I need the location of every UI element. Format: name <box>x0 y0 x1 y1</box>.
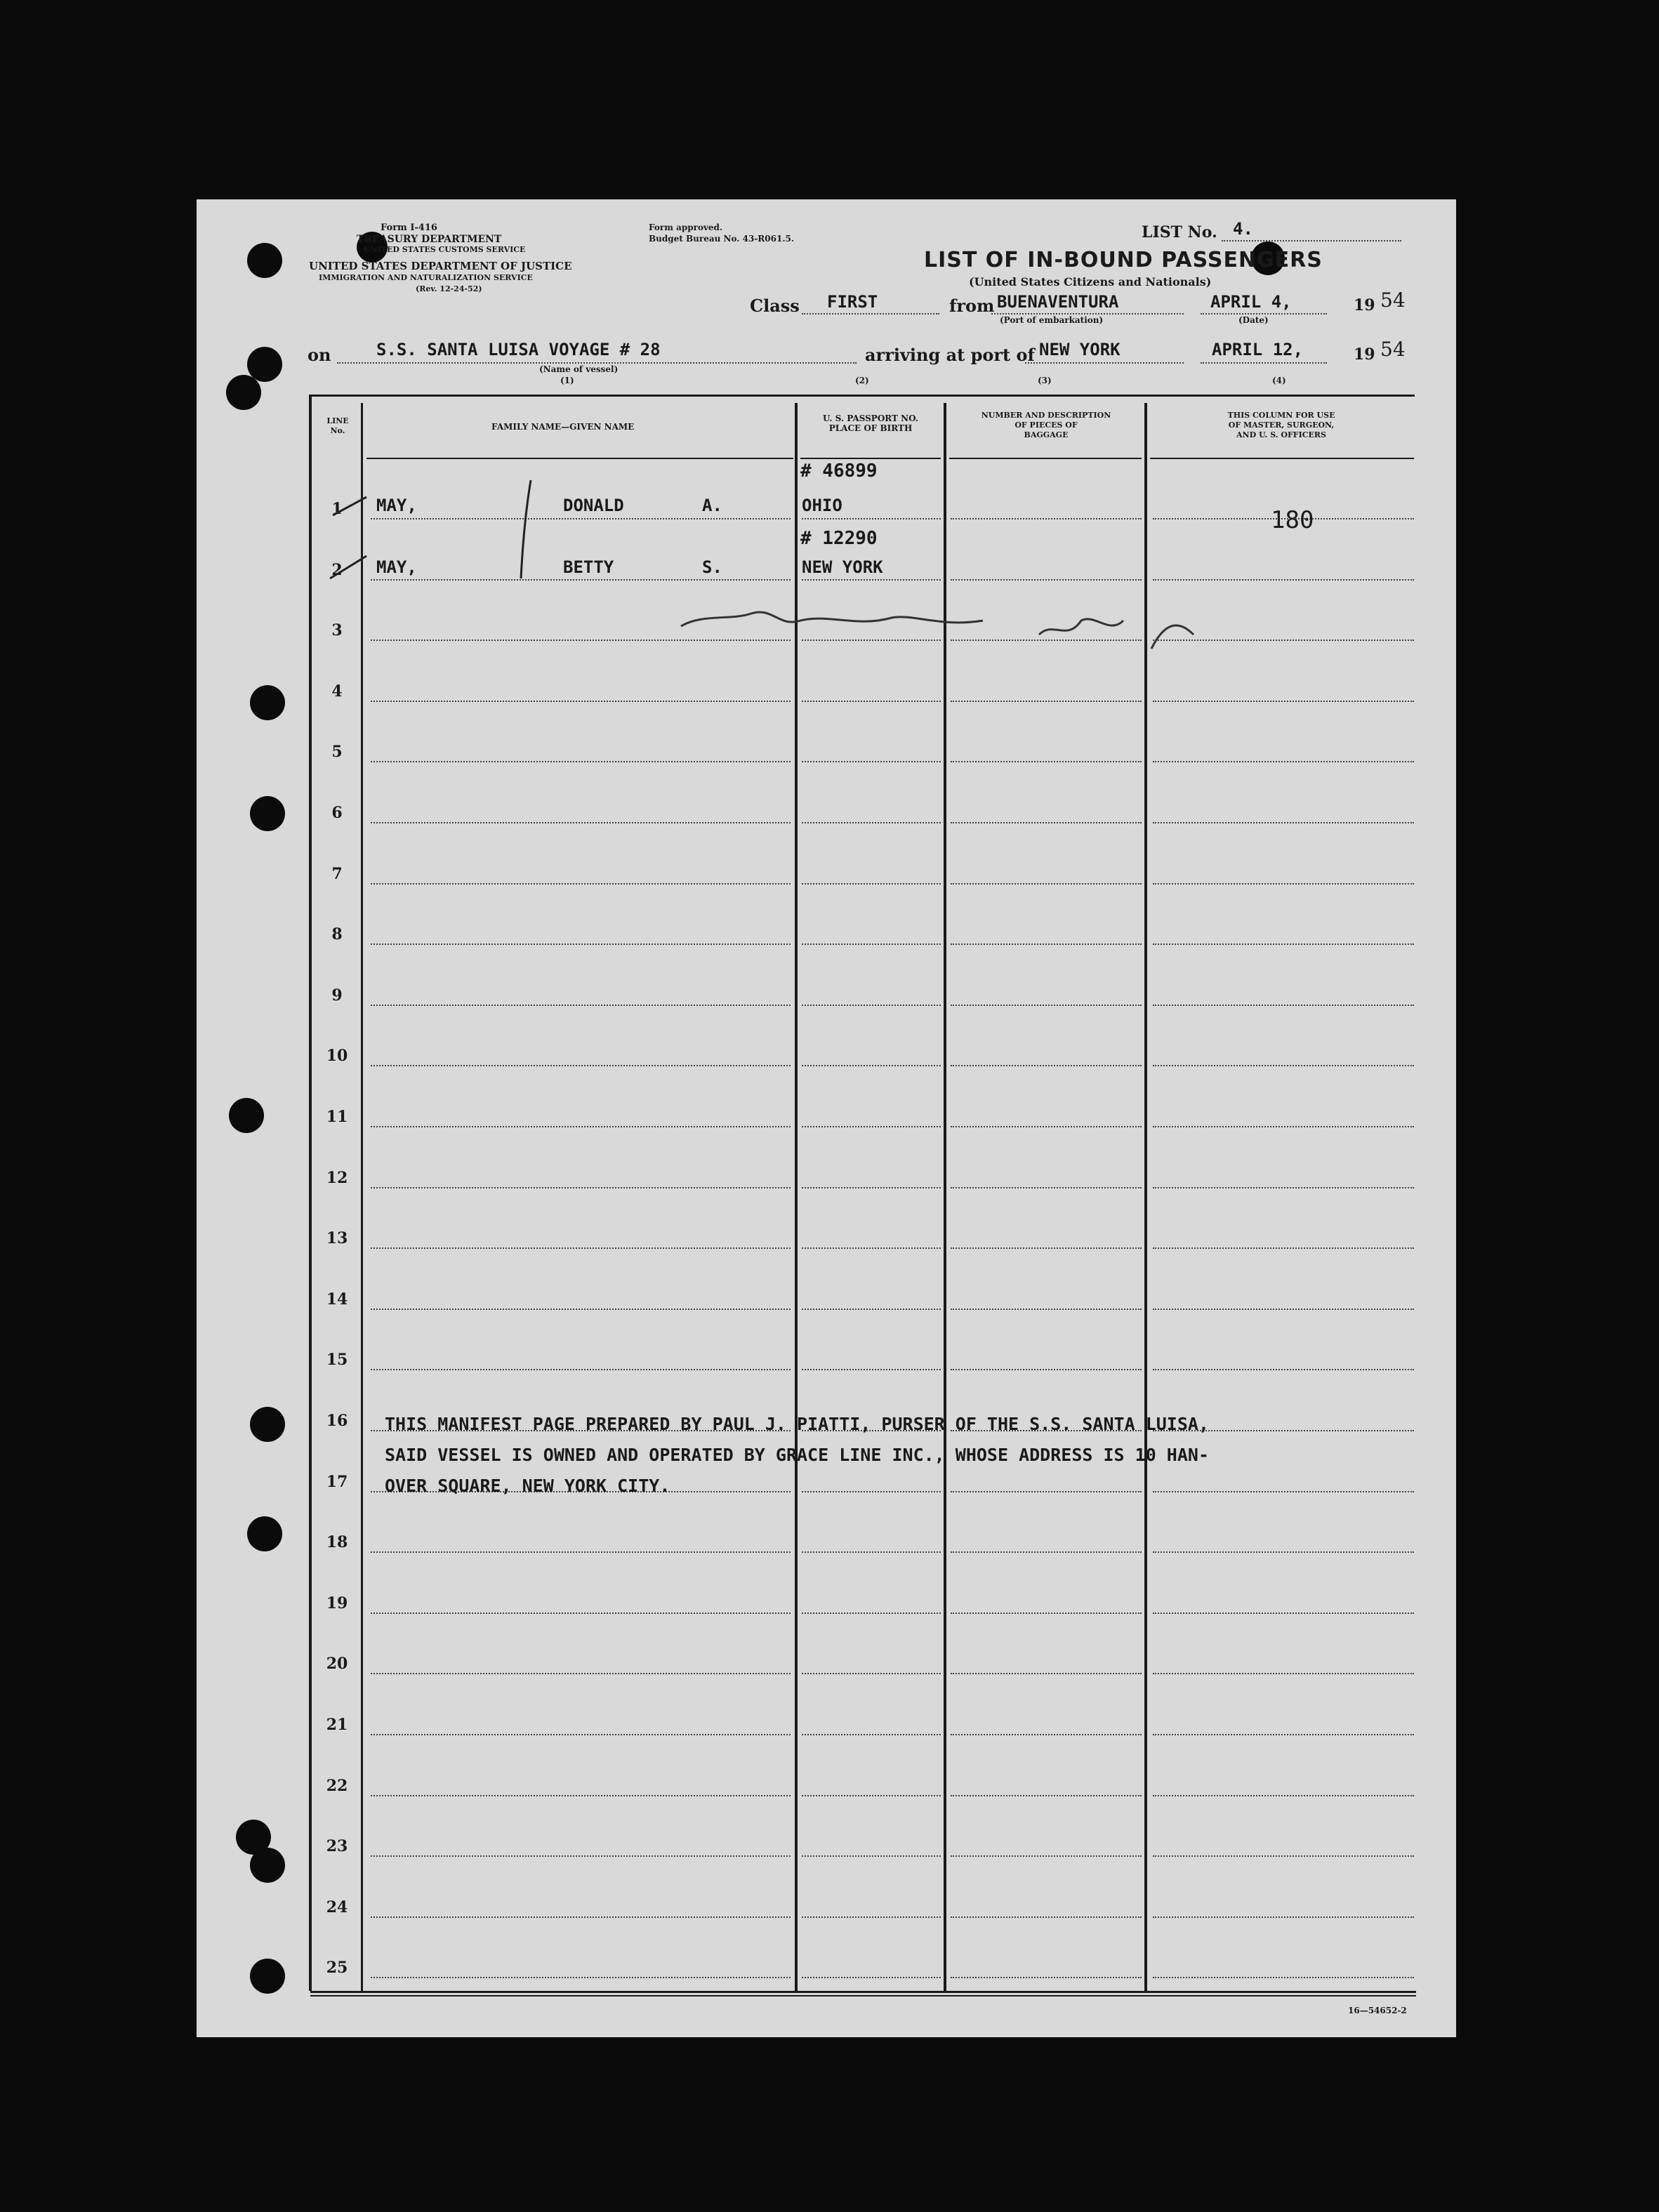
header-officers-3: AND U. S. OFFICERS <box>1236 430 1326 439</box>
line-number: 4 <box>331 682 343 701</box>
vessel-name: S.S. SANTA LUISA VOYAGE # 28 <box>376 340 661 359</box>
line-number: 16 <box>326 1412 348 1430</box>
arrival-date: APRIL 12, <box>1212 340 1304 359</box>
line-number: 10 <box>326 1047 348 1066</box>
line-number: 8 <box>331 925 343 944</box>
line-number: 13 <box>326 1229 348 1248</box>
statement-line-2: SAID VESSEL IS OWNED AND OPERATED BY GRACE LINE INC., WHOSE ADDRESS IS 10 HAN- <box>385 1445 1209 1465</box>
list-number-label: LIST No. <box>1142 223 1217 241</box>
line-number: 25 <box>326 1959 348 1978</box>
passenger-1-passport: # 46899 <box>800 461 878 482</box>
header-line: LINE <box>326 416 349 425</box>
form-subtitle: (United States Citizens and Nationals) <box>969 275 1212 289</box>
department-of-justice: UNITED STATES DEPARTMENT OF JUSTICE <box>309 260 572 272</box>
vessel-caption: (Name of vessel) <box>539 364 619 374</box>
line-number: 20 <box>326 1655 348 1674</box>
embarkation-caption: (Port of embarkation) <box>1000 315 1104 325</box>
line-number: 9 <box>331 986 343 1005</box>
from-label: from <box>949 296 995 316</box>
signature <box>681 612 1194 649</box>
header-officers-1: THIS COLUMN FOR USE <box>1227 411 1335 420</box>
header-birthplace: PLACE OF BIRTH <box>828 423 913 433</box>
footer-code: 16—54652-2 <box>1348 2006 1407 2015</box>
statement-line-3: OVER SQUARE, NEW YORK CITY. <box>385 1476 670 1496</box>
caption-4: (4) <box>1272 376 1286 385</box>
caption-1: (1) <box>560 376 574 385</box>
header-baggage-1: NUMBER AND DESCRIPTION <box>981 411 1111 420</box>
line-number: 18 <box>326 1533 348 1552</box>
manifest-sheet <box>197 199 1456 2037</box>
passenger-1-initial: A. <box>702 496 722 515</box>
list-number-value: 4. <box>1233 219 1253 239</box>
arriving-label: arriving at port of <box>865 345 1035 365</box>
ins-service: IMMIGRATION AND NATURALIZATION SERVICE <box>319 273 533 282</box>
passenger-2-birthplace: NEW YORK <box>802 557 883 577</box>
header-passport: U. S. PASSPORT NO. <box>822 413 919 423</box>
budget-bureau-number: Budget Bureau No. 43-R061.5. <box>649 234 795 244</box>
embarkation-date: APRIL 4, <box>1210 292 1292 312</box>
customs-service: UNITED STATES CUSTOMS SERVICE <box>364 245 526 254</box>
passenger-1-birthplace: OHIO <box>802 496 842 515</box>
line-number: 14 <box>326 1290 348 1309</box>
line-number: 21 <box>326 1716 348 1734</box>
revision-date: (Rev. 12-24-52) <box>416 284 482 293</box>
form-number: Form I-416 <box>381 223 437 233</box>
line-number: 1 <box>331 500 343 518</box>
line-number: 11 <box>326 1108 348 1126</box>
header-line-no: No. <box>330 426 345 435</box>
line-number: 12 <box>326 1168 348 1187</box>
passenger-1-family-name: MAY, <box>376 496 417 515</box>
passenger-2-given-name: BETTY <box>563 557 614 577</box>
port-of-embarkation: BUENAVENTURA <box>997 292 1119 312</box>
line-number: 15 <box>326 1351 348 1370</box>
passenger-2-initial: S. <box>702 557 722 577</box>
year-prefix-2: 19 <box>1354 345 1375 364</box>
arrival-year: 54 <box>1380 338 1406 361</box>
line-number: 22 <box>326 1776 348 1795</box>
header-baggage-2: OF PIECES OF <box>1014 420 1078 430</box>
passenger-2-passport: # 12290 <box>800 528 878 549</box>
caption-2: (2) <box>855 376 869 385</box>
line-number: 24 <box>326 1898 348 1916</box>
port-of-arrival: NEW YORK <box>1039 340 1121 359</box>
header-name: FAMILY NAME—GIVEN NAME <box>491 422 635 432</box>
line-number: 5 <box>331 743 343 762</box>
line-number: 3 <box>331 621 343 640</box>
line-number: 23 <box>326 1837 348 1856</box>
line-number: 2 <box>331 560 343 579</box>
footer-rule <box>310 1995 1416 1996</box>
date-caption: (Date) <box>1238 315 1269 325</box>
statement-line-1: THIS MANIFEST PAGE PREPARED BY PAUL J. PIATTI, PURSER OF THE S.S. SANTA LUISA, <box>385 1414 1209 1434</box>
caption-3: (3) <box>1038 376 1052 385</box>
form-title: LIST OF IN-BOUND PASSENGERS <box>924 248 1323 272</box>
class-label: Class <box>750 296 800 316</box>
line-number: 17 <box>326 1472 348 1491</box>
form-approved: Form approved. <box>649 223 723 232</box>
handwriting-marks <box>197 199 1456 2037</box>
passenger-2-family-name: MAY, <box>376 557 417 577</box>
passenger-1-given-name: DONALD <box>563 496 624 515</box>
treasury-department: TREASURY DEPARTMENT <box>357 234 502 245</box>
header-officers-2: OF MASTER, SURGEON, <box>1228 420 1335 430</box>
passenger-1-officer-note: 180 <box>1271 506 1314 534</box>
class-value: FIRST <box>827 292 878 312</box>
year-prefix: 19 <box>1354 296 1375 314</box>
embarkation-year: 54 <box>1380 289 1406 312</box>
line-number: 6 <box>331 804 343 822</box>
line-number: 7 <box>331 864 343 883</box>
line-number: 19 <box>326 1594 348 1612</box>
header-baggage-3: BAGGAGE <box>1024 430 1069 439</box>
on-label: on <box>308 345 331 365</box>
